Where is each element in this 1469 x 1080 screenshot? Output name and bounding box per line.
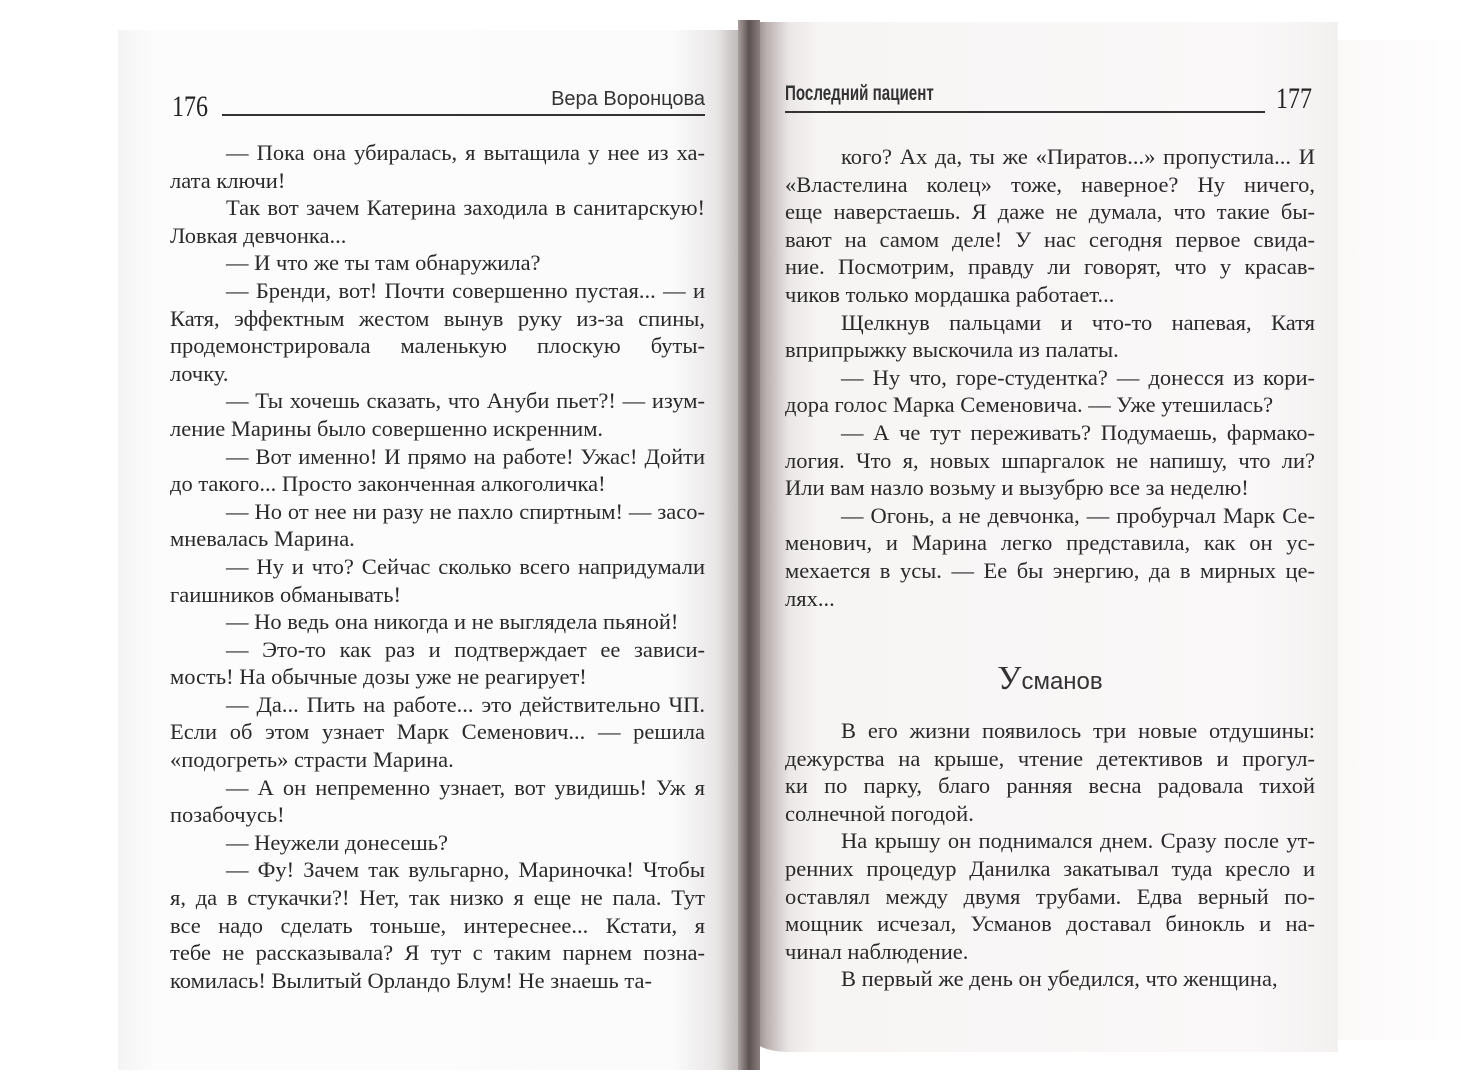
paragraph	[170, 829, 705, 857]
text-line: до такого... Просто законченная алкоголичка!	[170, 471, 606, 497]
text-line: дежурства на крыше, чтение детективов и прогул-	[785, 745, 1315, 771]
text-line: На крышу он поднимался днем. Сразу после ут-	[841, 828, 1315, 854]
chapter-heading	[790, 660, 1310, 698]
text-line: — Огонь, а не девчонка, — пробурчал Марк Се-	[841, 502, 1315, 528]
text-line: лях...	[785, 585, 835, 611]
text-line: кого? Ах да, ты же «Пиратов...» пропустила... И	[841, 144, 1315, 169]
text-line: Или вам назло возьму и вызубрю все за неделю!	[785, 475, 1249, 501]
text-line: — Вот именно! И прямо на работе! Ужас! Дойти	[226, 443, 705, 469]
text-line: Так вот зачем Катерина заходила в санитарскую!	[226, 195, 705, 221]
text-line: дора голос Марка Семеновича. — Уже утешилась?	[785, 392, 1274, 418]
paragraph	[170, 856, 705, 994]
right-page-text-top	[785, 143, 1315, 612]
right-running-head: Последний пациент	[785, 82, 934, 105]
text-line: — Пока она убиралась, я вытащила у нее из ха-	[226, 140, 705, 165]
text-line: продемонстрировала маленькую плоскую буты-	[170, 333, 705, 359]
text-line: вприпрыжку выскочила из палаты.	[785, 337, 1119, 363]
left-running-head: Вера Воронцова	[551, 88, 705, 110]
text-line: лочку.	[170, 360, 229, 386]
left-page-number: 176	[172, 90, 208, 123]
text-line: логия. Что я, новых шпаргалок не напишу, что ли?	[785, 447, 1315, 473]
text-line: — И что же ты там обнаружила?	[226, 250, 541, 276]
text-line: комилась! Вылитый Орландо Блум! Не знаешь та-	[170, 967, 652, 993]
text-line: — Ты хочешь сказать, что Ануби пьет?! — изум-	[226, 388, 705, 414]
text-line: — Да... Пить на работе... это действительно ЧП.	[226, 691, 705, 717]
text-line: чиков только мордашка работает...	[785, 281, 1115, 307]
paragraph	[170, 691, 705, 774]
right-page-number: 177	[1276, 82, 1312, 115]
chapter-heading-rest: сманов	[1021, 668, 1103, 695]
text-line: солнечной погодой.	[785, 800, 974, 826]
text-line: вают на самом деле! У нас сегодня первое свида-	[785, 226, 1315, 252]
book-edge	[1330, 40, 1469, 1040]
text-line: ки по парку, благо ранняя весна радовала тихой	[785, 773, 1315, 799]
left-header-rule	[222, 114, 705, 116]
text-line: лата ключи!	[170, 167, 286, 193]
paragraph	[170, 249, 705, 277]
text-line: еще наверстаешь. Я даже не думала, что такие бы-	[785, 199, 1315, 225]
text-line: менович, и Марина легко представила, как он ус-	[785, 530, 1315, 556]
text-line: гаишников обманывать!	[170, 581, 401, 607]
text-line: позабочусь!	[170, 802, 285, 828]
chapter-heading-initial: У	[997, 660, 1022, 697]
text-line: — Ну и что? Сейчас сколько всего напридумали	[226, 553, 705, 579]
book-gutter	[738, 20, 760, 1070]
text-line: «подогреть» страсти Марина.	[170, 747, 454, 773]
text-line: — Бренди, вот! Почти совершенно пустая... — и	[226, 277, 705, 303]
left-page-text	[170, 139, 705, 994]
text-line: мневалась Марина.	[170, 526, 355, 552]
paragraph	[170, 774, 705, 829]
paragraph	[785, 827, 1315, 965]
text-line: — Ну что, горе-студентка? — донесся из кори-	[841, 364, 1315, 390]
paragraph	[785, 717, 1315, 827]
paragraph	[170, 498, 705, 553]
text-line: тебе не рассказывала? Я тут с таким парнем позна-	[170, 940, 705, 966]
paragraph	[785, 502, 1315, 612]
text-line: мощник исчезал, Усманов доставал бинокль и на-	[785, 911, 1315, 937]
paragraph	[785, 965, 1315, 993]
text-line: — Неужели донесешь?	[226, 829, 448, 855]
text-line: мость! На обычные дозы уже не реагирует!	[170, 664, 587, 690]
paragraph	[785, 364, 1315, 419]
text-line: мехается в усы. — Ее бы энергию, да в мирных це-	[785, 557, 1315, 583]
text-line: ление Марины было совершенно искренним.	[170, 415, 604, 441]
text-line: — А он непременно узнает, вот увидишь! Уж я	[226, 774, 705, 800]
text-line: Щелкнув пальцами и что-то напевая, Катя	[841, 309, 1315, 335]
text-line: чинал наблюдение.	[785, 938, 969, 964]
text-line: «Властелина колец» тоже, наверное? Ну ничего,	[785, 171, 1315, 197]
text-line: ренних процедур Данилка закатывал туда кресло и	[785, 855, 1315, 881]
paragraph	[785, 419, 1315, 502]
text-line: Если об этом узнает Марк Семенович... — решила	[170, 719, 705, 745]
right-header-rule	[785, 111, 1265, 113]
paragraph	[170, 194, 705, 249]
paragraph	[170, 139, 705, 194]
text-line: — А че тут переживать? Подумаешь, фармако-	[841, 419, 1315, 445]
text-line: В первый же день он убедился, что женщина,	[841, 966, 1278, 992]
paragraph	[170, 636, 705, 691]
text-line: Катя, эффектным жестом вынув руку из-за спины,	[170, 305, 705, 331]
paragraph	[170, 277, 705, 387]
text-line: все надо сделать тоньше, интереснее... Кстати, я	[170, 912, 705, 938]
paragraph	[170, 443, 705, 498]
paragraph	[170, 553, 705, 608]
right-page-text-bottom	[785, 717, 1315, 993]
text-line: В его жизни появилось три новые отдушины:	[841, 718, 1315, 743]
text-line: оставлял между двумя трубами. Едва верный по-	[785, 883, 1315, 909]
text-line: — Фу! Зачем так вульгарно, Мариночка! Чтобы	[226, 857, 705, 883]
text-line: ние. Посмотрим, правду ли говорят, что у красав-	[785, 254, 1315, 280]
paragraph	[785, 143, 1315, 309]
paragraph	[785, 309, 1315, 364]
text-line: — Но ведь она никогда и не выглядела пьяной!	[226, 609, 679, 635]
text-line: — Это-то как раз и подтверждает ее зависи-	[226, 636, 705, 662]
paragraph	[170, 387, 705, 442]
text-line: Ловкая девчонка...	[170, 222, 347, 248]
paragraph	[170, 608, 705, 636]
text-line: — Но от нее ни разу не пахло спиртным! — засо-	[226, 498, 705, 524]
text-line: я, да в стукачки?! Нет, так низко я еще не пала. Тут	[170, 885, 705, 911]
